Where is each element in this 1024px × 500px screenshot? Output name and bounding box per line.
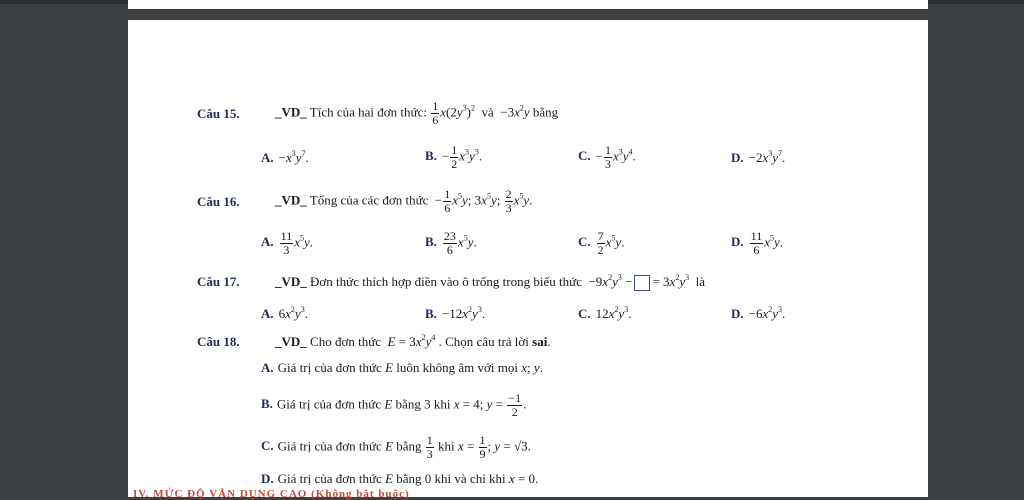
q15-option-b[interactable]: B. − $\frac{1}{2}$ $x^3y^3$.	[425, 143, 483, 171]
q18-statement-a[interactable]: A. Giá trị của đơn thức E luôn không âm với mọi x; y.	[261, 360, 543, 375]
question-15-prompt: _VD_ Tích của hai đơn thức: $\frac{1}{6}$ $x(2y^3)^2$ và $-3x^2y$ bằng	[275, 99, 559, 127]
level-tag: _VD_	[275, 274, 307, 289]
q17-option-d[interactable]: D. $-6x^2y^3$.	[731, 305, 786, 321]
fraction: $\frac{1}{6}$	[432, 99, 439, 127]
document-page	[128, 20, 928, 497]
prompt-tail: bằng	[532, 104, 559, 120]
level-tag: _VD_	[275, 192, 307, 208]
emphasis-word: sai	[532, 334, 548, 349]
prompt-text: Tích của hai đơn thức:	[309, 104, 427, 120]
question-18-prompt: _VD_ Cho đơn thức $E = 3x^2y^4$ . Chọn câu trả lời sai.	[275, 333, 551, 349]
q15-option-d[interactable]: D. $-2x^3y^7$.	[731, 149, 786, 165]
prompt-tail: là	[695, 274, 705, 289]
level-tag: _VD_	[275, 334, 307, 349]
q17-option-a[interactable]: A. $6x^2y^3$.	[261, 305, 308, 321]
previous-page-edge	[128, 0, 928, 9]
q18-statement-b[interactable]: B. Giá trị của đơn thức E bằng 3 khi x = 4; y = $\frac{-1}{2}$ .	[261, 391, 527, 419]
question-15-number: Câu 15.	[197, 106, 240, 121]
q15-option-a[interactable]: A. $-x^3y^7$.	[261, 149, 309, 165]
blank-box	[634, 275, 650, 291]
section-heading-partial: IV. MỨC ĐỘ VẬN DỤNG CAO (Không bắt buộc)	[133, 488, 410, 500]
q16-option-c[interactable]: C. $\frac{7}{2}$ $x^5y$.	[578, 229, 625, 257]
q16-option-d[interactable]: D. $\frac{11}{6}$ $x^5y$.	[731, 229, 784, 257]
question-18-number: Câu 18.	[197, 334, 240, 349]
question-16-number: Câu 16.	[197, 194, 240, 209]
q15-option-c[interactable]: C. − $\frac{1}{3}$ $x^3y^4$.	[578, 143, 636, 171]
prompt-tail: . Chọn câu trả lời	[438, 334, 529, 349]
level-tag: _VD_	[275, 104, 307, 120]
question-16-prompt: _VD_ Tổng của các đơn thức − $\frac{1}{6}$ $x^5y$; $3x^5y$; $\frac{2}{3}$ $x^5y$.	[275, 187, 533, 215]
connector: và	[481, 104, 494, 120]
q17-option-b[interactable]: B. $-12x^2y^3$.	[425, 305, 486, 321]
prompt-text: Cho đơn thức	[310, 334, 382, 349]
q16-option-a[interactable]: A. $\frac{11}{3}$ $x^5y$.	[261, 229, 314, 257]
q17-option-c[interactable]: C. $12x^2y^3$.	[578, 305, 632, 321]
question-17-number: Câu 17.	[197, 274, 240, 289]
q16-option-b[interactable]: B. $\frac{23}{6}$ $x^5y$.	[425, 229, 477, 257]
prompt-text: Tổng của các đơn thức	[309, 192, 429, 208]
question-17-prompt: _VD_ Đơn thức thích hợp điền vào ô trống trong biểu thức $-9x^2y^3$ − = $3x^2y^3$ là	[275, 274, 705, 291]
prompt-text: Đơn thức thích hợp điền vào ô trống trong biểu thức	[310, 274, 582, 289]
q18-statement-d[interactable]: D. Giá trị của đơn thức E bằng 0 khi và chỉ khi x = 0.	[261, 471, 539, 486]
q18-statement-c[interactable]: C. Giá trị của đơn thức E bằng $\frac{1}{3}$ khi x = $\frac{1}{9}$ ; y = √3.	[261, 433, 531, 461]
